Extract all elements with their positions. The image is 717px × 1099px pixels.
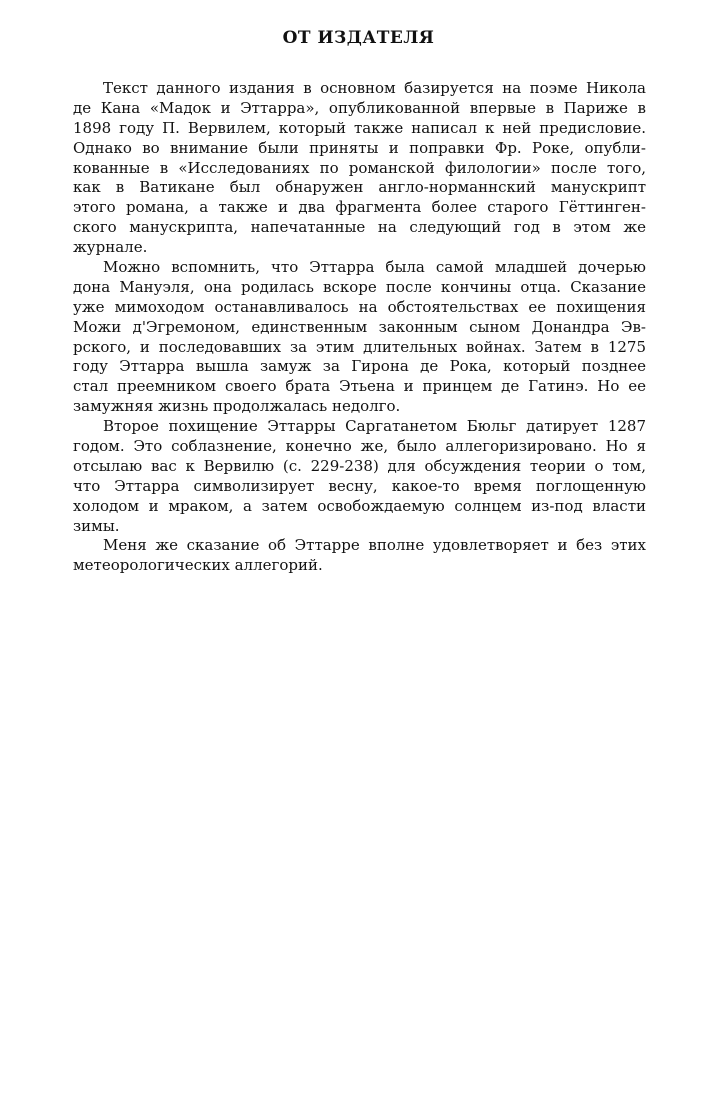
- text-line: Можи д'Эгремоном, единственным законным сыном Донандра Эв-: [73, 317, 646, 336]
- text-line: что Эттарра символизирует весну, какое-то время поглощенную: [73, 476, 646, 495]
- text-line: Можно вспомнить, что Эттарра была самой младшей дочерью: [103, 258, 646, 277]
- paragraph: [73, 79, 646, 258]
- text-line: зимы.: [73, 516, 120, 535]
- paragraph: [73, 258, 646, 417]
- text-line: Текст данного издания в основном базируется на поэме Никола: [103, 79, 646, 97]
- paragraph: [73, 417, 646, 536]
- text-line: де Кана «Мадок и Эттарра», опубликованной впервые в Париже в: [73, 98, 646, 117]
- text-line: журнале.: [73, 238, 148, 257]
- text-line: Однако во внимание были приняты и поправки Фр. Роке, опубли-: [73, 138, 646, 157]
- text-line: уже мимоходом останавливалось на обстоятельствах ее похищения: [73, 297, 646, 316]
- text-line: дона Мануэля, она родилась вскоре после кончины отца. Сказание: [73, 277, 646, 296]
- text-line: 1898 году П. Вервилем, который также написал к ней предисловие.: [73, 118, 646, 137]
- text-line: метеорологических аллегорий.: [73, 556, 323, 575]
- text-line: годом. Это соблазнение, конечно же, было аллегоризировано. Но я: [73, 437, 646, 456]
- text-line: отсылаю вас к Вервилю (с. 229-238) для обсуждения теории о том,: [73, 456, 646, 475]
- text-line: ского манускрипта, напечатанные на следующий год в этом же: [73, 218, 646, 237]
- text-line: рского, и последовавших за этим длительных войнах. Затем в 1275: [73, 337, 646, 356]
- text-line: холодом и мраком, а затем освобождаемую солнцем из-под власти: [73, 496, 646, 515]
- text-line: как в Ватикане был обнаружен англо-норманнский манускрипт: [73, 178, 646, 197]
- text-line: году Эттарра вышла замуж за Гирона де Рока, который позднее: [73, 357, 646, 376]
- text-body: [73, 79, 646, 576]
- page-title: ОТ ИЗДАТЕЛЯ: [282, 28, 435, 48]
- text-line: Меня же сказание об Эттарре вполне удовлетворяет и без этих: [103, 536, 646, 555]
- text-line: Второе похищение Эттарры Саргатанетом Бюльг датирует 1287: [103, 417, 646, 436]
- text-line: стал преемником своего брата Этьена и принцем де Гатинэ. Но ее: [73, 377, 646, 396]
- paragraph: [73, 536, 646, 576]
- text-line: замужняя жизнь продолжалась недолго.: [73, 397, 401, 416]
- text-line: кованные в «Исследованиях по романской филологии» после того,: [73, 158, 646, 177]
- text-line: этого романа, а также и два фрагмента более старого Гёттинген-: [73, 198, 646, 217]
